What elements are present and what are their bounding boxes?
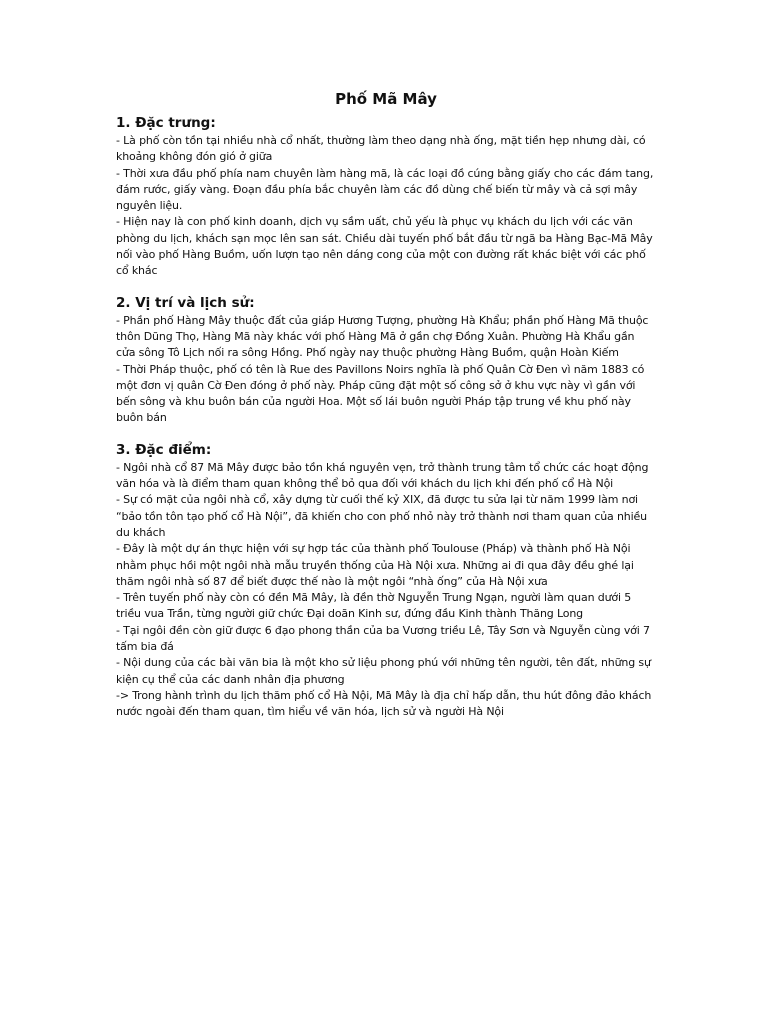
section-location-history <box>116 294 656 427</box>
paragraph: - Đây là một dự án thực hiện với sự hợp tác của thành phố Toulouse (Pháp) và thành phố Hà Nội nhằm phục hồi một ngôi nhà mẫu truyền thống của Hà Nội xưa. Những ai đi qua đây đều ghé lại thăm ngôi nhà số 87 để biết được thế nào là một ngôi “nhà ống” của Hà Nội xưa <box>116 542 634 588</box>
section-heading: 3. Đặc điểm: <box>116 441 212 458</box>
section-features <box>116 441 656 721</box>
paragraph: - Nội dung của các bài văn bia là một kho sử liệu phong phú với những tên người, tên đất, những sự kiện cụ thể của các danh nhân địa phương <box>116 656 651 686</box>
paragraph: - Phần phố Hàng Mây thuộc đất của giáp Hương Tượng, phường Hà Khẩu; phần phố Hàng Mã thuộc thôn Dũng Thọ, Hàng Mã này khác với phố Hàng Mã ở gần chợ Đồng Xuân. Phường Hà Khẩu gần cửa sông Tô Lịch nối ra sông Hồng. Phố ngày nay thuộc phường Hàng Buồm, quận Hoàn Kiếm <box>116 313 649 360</box>
section-heading: 1. Đặc trưng: <box>116 115 216 131</box>
paragraph: - Hiện nay là con phố kinh doanh, dịch vụ sầm uất, chủ yếu là phục vụ khách du lịch với các văn phòng du lịch, khách sạn mọc lên san sát. Chiều dài tuyến phố bắt đầu từ ngã ba Hàng Bạc-Mã Mây nối vào phố Hàng Buồm, uốn lượn tạo nên dáng cong của một con đường rất khác biệt với các phố cổ khác <box>116 215 653 278</box>
page-title: Phố Mã Mây <box>335 90 437 108</box>
document-page <box>116 88 656 721</box>
paragraph: - Tại ngôi đền còn giữ được 6 đạo phong thần của ba Vương triều Lê, Tây Sơn và Nguyễn cùng với 7 tấm bia đá <box>116 623 650 654</box>
paragraph: - Trên tuyến phố này còn có đền Mã Mây, là đền thờ Nguyễn Trung Ngạn, người làm quan dưới 5 triều vua Trần, từng người giữ chức Đại doãn Kinh sư, đứng đầu Kinh thành Thăng Long <box>116 591 632 621</box>
paragraph: - Sự có mặt của ngôi nhà cổ, xây dựng từ cuối thế kỷ XIX, đã được tu sửa lại từ năm 1999 làm nơi “bảo tồn tôn tạo phố cổ Hà Nội”, đã khiến cho con phố nhỏ này trở thành nơi tham quan của nhiều du khách <box>116 493 647 539</box>
paragraph: - Là phố còn tồn tại nhiều nhà cổ nhất, thường làm theo dạng nhà ống, mặt tiền hẹp nhưng dài, có khoảng không đón gió ở giữa <box>116 134 646 164</box>
paragraph: -> Trong hành trình du lịch thăm phố cổ Hà Nội, Mã Mây là địa chỉ hấp dẫn, thu hút đông đảo khách nước ngoài đến tham quan, tìm hiểu về văn hóa, lịch sử và người Hà Nội <box>116 688 652 719</box>
section-characteristics <box>116 114 656 280</box>
paragraph: - Ngôi nhà cổ 87 Mã Mây được bảo tồn khá nguyên vẹn, trở thành trung tâm tổ chức các hoạt động văn hóa và là điểm tham quan không thể bỏ qua đối với khách du lịch khi đến phố cổ Hà Nội <box>116 460 649 491</box>
paragraph: - Thời xưa đầu phố phía nam chuyên làm hàng mã, là các loại đồ cúng bằng giấy cho các đám tang, đám rước, giấy vàng. Đoạn đầu phía bắc chuyên làm các đồ dùng chế biến từ mây và cả sợi mây nguyên liệu. <box>116 166 654 213</box>
paragraph: - Thời Pháp thuộc, phố có tên là Rue des Pavillons Noirs nghĩa là phố Quân Cờ Đen vì năm 1883 có một đơn vị quân Cờ Đen đóng ở phố này. Pháp cũng đặt một số công sở ở khu vực này vì gần với bến sông và khu buôn bán của người Hoa. Một số lái buôn người Pháp tập trung về khu phố này buôn bán <box>116 362 645 425</box>
section-heading: 2. Vị trí và lịch sử: <box>116 294 255 311</box>
